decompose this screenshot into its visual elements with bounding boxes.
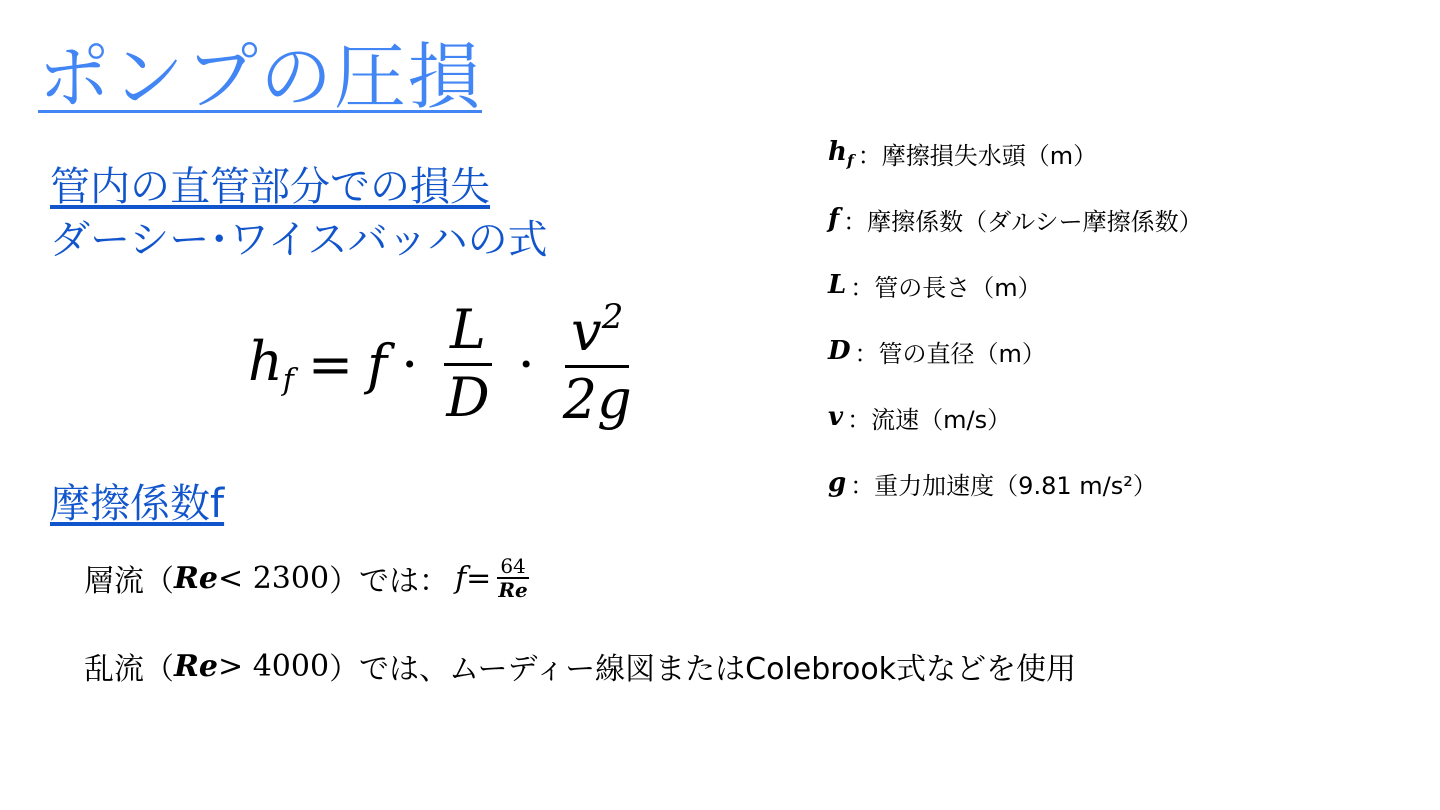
subtitle-link[interactable]: 管内の直管部分での損失 — [50, 164, 490, 210]
formula-lhs-sub: f — [282, 363, 294, 399]
variable-row-v — [828, 384, 1203, 450]
formula-frac1-num: L — [444, 302, 492, 366]
formula-equals: = — [307, 332, 354, 396]
laminar-f: f — [455, 560, 467, 596]
variable-row-f — [828, 186, 1203, 252]
formula-frac2-num: $v^2$ — [565, 300, 629, 368]
laminar-condition — [84, 556, 529, 600]
variable-row-l — [828, 252, 1203, 318]
variable-desc: ：摩擦損失水頭（m） — [857, 141, 1098, 170]
formula-f: f — [367, 332, 388, 396]
laminar-prefix: 層流（ — [84, 564, 174, 599]
variable-definitions — [828, 120, 1203, 516]
formula-dot-2: · — [517, 332, 535, 396]
formula-dot-1: · — [401, 332, 419, 396]
laminar-eq: = — [466, 560, 492, 596]
formula-frac2-den: 2g — [562, 367, 632, 431]
laminar-re: Re — [174, 560, 219, 596]
laminar-suffix: ）では： — [329, 564, 450, 599]
variable-symbol: g — [828, 468, 847, 498]
variable-desc: ：管の長さ（m） — [850, 273, 1042, 302]
laminar-den: Re — [498, 578, 528, 602]
laminar-fraction — [497, 556, 528, 600]
variable-desc: ：流速（m/s） — [847, 405, 1012, 434]
variable-row-d — [828, 318, 1203, 384]
turbulent-prefix: 乱流（ — [84, 652, 174, 687]
formula-frac1-den: D — [446, 365, 490, 429]
variable-symbol: D — [828, 336, 851, 366]
formula-fraction-velocity — [557, 297, 638, 431]
formula-fraction-length — [440, 298, 495, 429]
turbulent-condition — [84, 644, 1076, 688]
formula-frac2-sup: 2 — [601, 297, 624, 337]
turbulent-suffix: ）では、ムーディー線図またはColebrook式などを使用 — [329, 652, 1077, 687]
variable-desc: ：摩擦係数（ダルシー摩擦係数） — [843, 207, 1203, 236]
variable-desc: ：管の直径（m） — [854, 339, 1046, 368]
darcy-weisbach-formula — [248, 297, 646, 431]
variable-symbol: $h_f$ — [828, 136, 854, 170]
laminar-num: 64 — [497, 556, 528, 579]
variable-row-hf — [828, 120, 1203, 186]
laminar-compare: < 2300 — [218, 560, 330, 596]
turbulent-compare: > 4000 — [218, 648, 330, 684]
friction-heading-link[interactable]: 摩擦係数f — [50, 481, 225, 527]
turbulent-re: Re — [174, 648, 219, 684]
variable-symbol: L — [828, 270, 847, 300]
variable-row-g — [828, 450, 1203, 516]
slide-title[interactable]: ポンプの圧損 — [38, 35, 483, 119]
subtitle-equation-name: ダーシー･ワイスバッハの式 — [50, 217, 548, 263]
variable-symbol: f — [828, 204, 840, 234]
variable-desc: ：重力加速度（9.81 m/s²） — [850, 471, 1157, 500]
formula-lhs: $h_f$ — [248, 330, 294, 399]
variable-symbol: v — [828, 402, 844, 432]
